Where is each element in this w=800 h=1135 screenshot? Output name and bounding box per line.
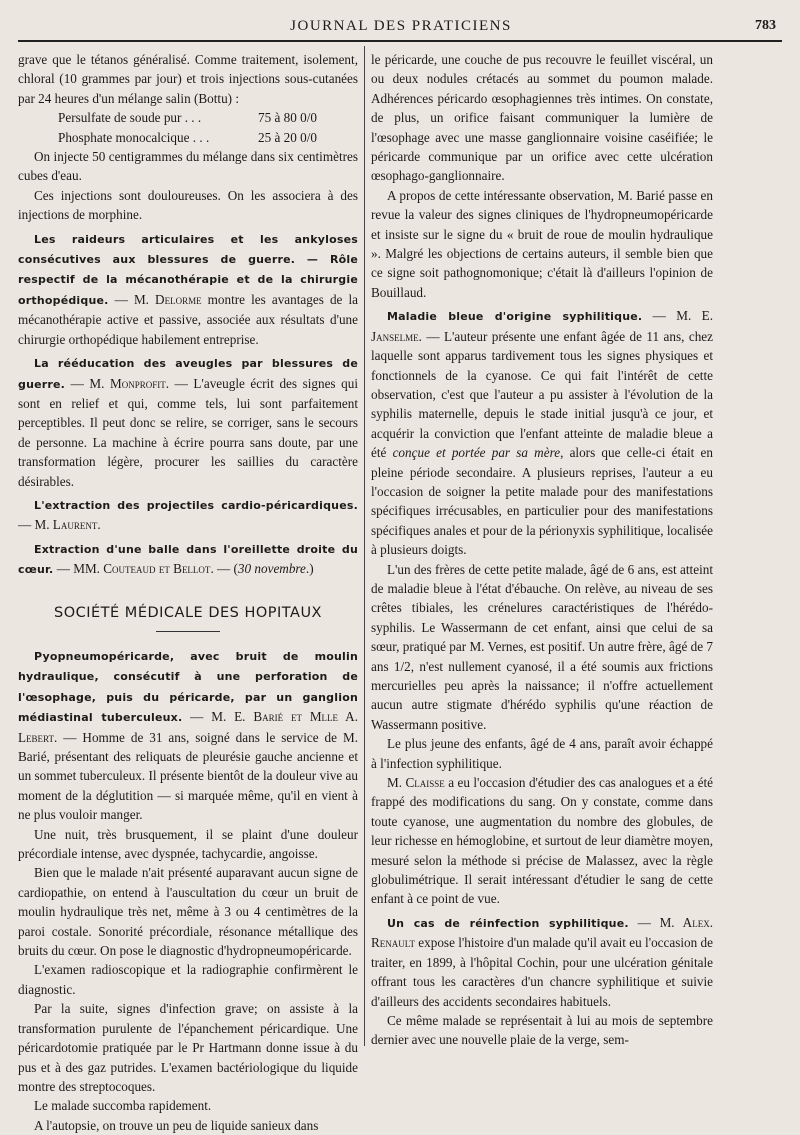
formula-line	[18, 128, 358, 147]
article-entry: Un cas de réinfection syphilitique. — M. Alex. Renault expose l'histoire d'un malade qu'il avait eu l'occasion de traiter, en 1899, à l'hôpital Cochin, pour une ulcération génitale offrant tous les caractères d'un chancre syphilitique et suivie d'ailleurs des accidents secondaires habituels.	[371, 914, 713, 1009]
author-name: M. Delorme	[133, 291, 202, 307]
formula-dose: 75 à 80 0/0	[258, 110, 317, 126]
formula-ingredient: Phosphate monocalcique . . .	[58, 129, 210, 145]
article-text: montre les avantages de la mécanothérapie active et passive, associée aux résultats d'une chirurgie orthopédique habilement entreprise.	[18, 291, 358, 347]
paragraph: L'un des frères de cette petite malade, âgé de 6 ans, est atteint de maladie bleue à l'état d'ébauche. On relève, au niveau de ses crêtes tibiales, les crénelures caractéristiques de l'hérédo-syphilis. Le Wassermann de cet enfant, ainsi que celui de sa sœur, pratiqué par M. Vernes, est positif. Un autre frère, âgé de 7 ans 1/2, n'est nullement cyanosé, il a été soumis aux frictions mercurielles peu après la naissance; il n'offre actuellement aucun autre stigmate d'hérédo syphilis qu'une réaction de Wassermann positive.	[371, 561, 713, 732]
formula-ingredient: Persulfate de soude pur . . .	[58, 110, 202, 126]
article-text: . — L'aveugle écrit des signes qui sont en relief et qui, comme tels, lui sont parfaitement perceptibles. Il peut donc se relire, se corriger, sans le secours de personne. La machine à écrire pourra sans doute, par une transformation légère, procurer les saillies du caractère désirables.	[18, 375, 359, 489]
emphasis-text: conçue et portée par sa mère	[392, 445, 561, 461]
paragraph: Le malade succomba rapidement.	[34, 1098, 212, 1114]
article-heading: Extraction d'une balle dans l'oreillette droite du cœur.	[18, 542, 358, 577]
author-name: MM. Couteaud et Bellot	[73, 561, 211, 577]
article-heading: L'extraction des projectiles cardio-péricardiques.	[34, 498, 358, 512]
paragraph: Une nuit, très brusquement, il se plaint d'une douleur précordiale intense, avec dyspnée, tachycardie, angoisse.	[18, 826, 358, 862]
article-text: . — L'auteur présente une enfant âgée de 11 ans, chez laquelle sont apparus tardivement tous les signes physiques et fonctionnels de la cyanose. Ce qui fait l'intérêt de cette observation, c'est que l'auteur a pu assister à l'évolution de la syphilis maternelle, depuis le stade initial jusqu'à ce jour, et acquérir la conviction que l'enfant atteinte de maladie bleue a été	[371, 328, 713, 461]
right-column	[371, 50, 713, 1050]
formula-line	[18, 108, 358, 127]
article-heading: Maladie bleue d'origine syphilitique.	[387, 310, 643, 324]
author-name: M. E. Janselme	[371, 308, 713, 344]
paragraph: Bien que le malade n'ait présenté auparavant aucun signe de cardiopathie, on entend à l'auscultation du cœur un bruit de moulin hydraulique très net, même à 3 ou 4 centimètres de la paroi costale. Sonorité précordiale, résonance métallique des bruits du cœur. On pose le diagnostic d'hydropneumopéricarde.	[18, 865, 358, 959]
author-name: M. Monprofit	[89, 375, 166, 391]
author-name: M. Alex. Renault	[371, 914, 713, 951]
article-entry: Pyopneumopéricarde, avec bruit de moulin hydraulique, consécutif à une perforation de l'œsophage, puis du péricarde, par un ganglion médiastinal tuberculeux. — M. E. Barié et Mlle A. Lebert. — Homme de 31 ans, soigné dans le service de M. Barié, présentant des reliquats de pleurésie gauche ancienne et un sommet tuberculeux. Il présente bientôt de la douleur vive au moment de la déglutition — si marquée même, qu'il en vient à ne plus vouloir manger.	[18, 649, 358, 823]
date: 30 novembre	[237, 561, 306, 577]
article-text: , alors que celle-ci était en pleine période secondaire. A plusieurs reprises, l'auteur a eu l'occasion de soigner la petite malade pour des manifestations spécifiques irrécusables, en particulier pour des manifestations spécifiques anales et pour de la périonyxis syphilitique, localisée à plusieurs doigts.	[371, 445, 713, 558]
article-text: . — Homme de 31 ans, soigné dans le service de M. Barié, présentant des reliquats de pleurésie gauche ancienne et un sommet tuberculeux. Il présente bientôt de la douleur vive au moment de la déglutition — si marquée même, qu'il en vient à ne plus vouloir manger.	[18, 729, 358, 823]
article-entry: L'extraction des projectiles cardio-péricardiques. — M. Laurent.	[18, 498, 358, 533]
article-text: a eu l'occasion d'étudier des cas analogues et a été frappé des modifications du sang. On y constate, comme dans toute cyanose, une augmentation du nombre des globules, de leur richesse en hémoglobine, et surtout de leur diamètre moyen, mesuré selon la méthode si précise de Malassez, avec la règle globulimétrique. Il serait intéressant d'étudier le sang de cette enfant à ce point de vue.	[371, 775, 714, 907]
paragraph: A propos de cette intéressante observation, M. Barié passe en revue la valeur des signes cliniques de l'hydropneumopéricarde et insiste sur le signe du « bruit de roue de moulin hydraulique ». Malgré les objections de certains auteurs, il semble bien que ce signe soit pathognomonique; c'était là d'ailleurs l'opinion de Bouillaud.	[371, 187, 713, 300]
paragraph: grave que le tétanos généralisé. Comme traitement, isolement, chloral (10 grammes par jour) et trois injections sous-cutanées par 24 heures d'un mélange salin (Bottu) :	[18, 52, 358, 106]
paragraph: A l'autopsie, on trouve un peu de liquide sanieux dans	[34, 1117, 319, 1133]
paragraph: Ces injections sont douloureuses. On les associera à des injections de morphine.	[18, 187, 358, 223]
left-column	[18, 50, 358, 1135]
running-header	[20, 8, 782, 38]
paragraph: Par la suite, signes d'infection grave; on assiste à la transformation purulente de l'épanchement péricardique. Une péricardotomie pratiquée par le Pr Hartmann donne issue à du pus et à des gaz putrides. L'examen bactériologique du liquide montre des streptocoques.	[18, 1001, 358, 1094]
author-name: M. Claisse	[387, 775, 445, 791]
article-heading: Pyopneumopéricarde, avec bruit de moulin hydraulique, consécutif à une perforation de l'œsophage, puis du péricarde, par un ganglion médiastinal tuberculeux.	[18, 649, 358, 725]
section-heading	[18, 604, 358, 632]
article-entry: Extraction d'une balle dans l'oreillette droite du cœur. — MM. Couteaud et Bellot. — (30 novembre.)	[18, 542, 358, 577]
article-heading: Un cas de réinfection syphilitique.	[387, 916, 629, 930]
paragraph: On injecte 50 centigrammes du mélange dans six centimètres cubes d'eau.	[18, 149, 358, 184]
column-divider	[364, 46, 365, 1046]
paragraph: Ce même malade se représentait à lui au mois de septembre dernier avec une nouvelle plaie de la verge, sem-	[371, 1012, 713, 1048]
formula-dose: 25 à 20 0/0	[258, 129, 317, 145]
section-rule	[156, 631, 220, 632]
author-name: M. E. Barié et Mlle A. Lebert	[18, 709, 358, 745]
article-entry: Les raideurs articulaires et les ankyloses consécutives aux blessures de guerre. — Rôle respectif de la mécanothérapie et de la chirurgie orthopédique. — M. Delorme montre les avantages de la mécanothérapie active et passive, associée aux résultats d'une chirurgie orthopédique habilement entreprise.	[18, 232, 358, 347]
article-entry: Maladie bleue d'origine syphilitique. — M. E. Janselme. — L'auteur présente une enfant âgée de 11 ans, chez laquelle sont apparus tardivement tous les signes physiques et fonctionnels de la cyanose. Ce qui fait l'intérêt de cette observation, c'est que l'auteur a pu assister à l'évolution de la syphilis maternelle, depuis le stade initial jusqu'à ce jour, et acquérir la conviction que l'enfant atteinte de maladie bleue a été conçue et portée par sa mère, alors que celle-ci était en pleine période secondaire. A plusieurs reprises, l'auteur a eu l'occasion de soigner la petite malade pour des manifestations spécifiques irrécusables, en particulier pour des manifestations spécifiques anales et pour de la périonyxis syphilitique, localisée à plusieurs doigts.	[371, 308, 713, 558]
article-entry: La rééducation des aveugles par blessures de guerre. — M. Monprofit. — L'aveugle écrit des signes qui sont en relief et qui, comme tels, lui sont parfaitement perceptibles. Il peut donc se relire, se corriger, sans le secours de personne. La machine à écrire pourra sans doute, par une transformation légère, procurer les saillies du caractère désirables.	[18, 357, 359, 489]
article-text: expose l'histoire d'un malade qu'il avait eu l'occasion de traiter, en 1899, à l'hôpital Cochin, pour une ulcération génitale offrant tous les caractères d'un chancre syphilitique et suivie d'ailleurs des accidents secondaires habituels.	[371, 935, 713, 1009]
article-heading: La rééducation des aveugles par blessures de guerre.	[18, 357, 358, 391]
paragraph: le péricarde, une couche de pus recouvre le feuillet viscéral, un ou deux nodules crétacés au sommet du poumon malade. Adhérences péricardo œsophagiennes très intimes. On constate, de plus, un orifice faisant communiquer la lumière de l'œsophage avec une masse ganglionnaire voisine caséifiée; le péricarde communique par un orifice avec cette ulcération œsophago-ganglionnaire.	[371, 52, 713, 184]
article-heading: Les raideurs articulaires et les ankyloses consécutives aux blessures de guerre. — Rôle respectif de la mécanothérapie et de la chirurgie orthopédique.	[18, 232, 358, 307]
article-entry	[371, 773, 713, 909]
section-title: SOCIÉTÉ MÉDICALE DES HOPITAUX	[54, 604, 322, 621]
paragraph: L'examen radioscopique et la radiographie confirmèrent le diagnostic.	[18, 962, 358, 997]
journal-title: JOURNAL DES PRATICIENS	[290, 18, 512, 34]
header-rule	[18, 40, 782, 42]
page-number: 783	[755, 18, 776, 33]
paragraph: Le plus jeune des enfants, âgé de 4 ans, paraît avoir échappé à l'infection syphilitique.	[371, 736, 713, 771]
author-name: M. Laurent	[34, 517, 98, 533]
